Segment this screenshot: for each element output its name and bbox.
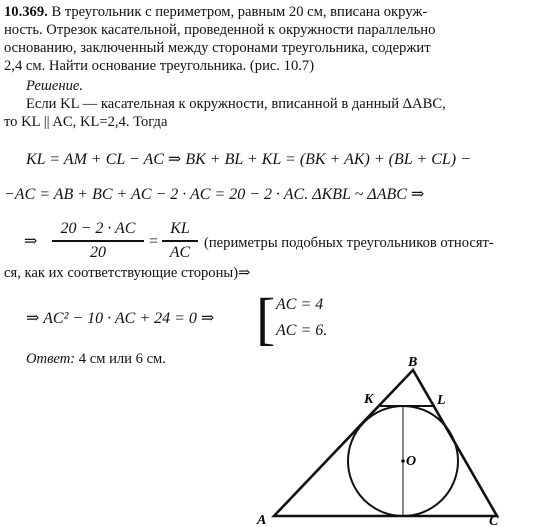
root-1: AC = 4 <box>276 296 324 313</box>
problem-text-1: В треугольник с периметром, равным 20 см, вписана окруж- <box>51 4 428 20</box>
equation-2: −AC = AB + BC + AC − 2 · AC = 20 − 2 · AC. ΔKBL ~ ΔABC ⇒ <box>4 186 425 203</box>
implies-arrow: ⇒ <box>24 233 38 250</box>
label-b: B <box>408 355 418 370</box>
label-l: L <box>437 393 446 408</box>
problem-line-2: ность. Отрезок касательной, проведенной к окружности параллельно <box>4 22 436 38</box>
label-k: K <box>364 392 374 407</box>
fraction-left-denominator: 20 <box>90 243 106 261</box>
triangle-abc <box>274 370 497 516</box>
label-o: O <box>406 454 417 469</box>
label-a: A <box>257 513 267 527</box>
fraction-equals: = <box>148 233 159 250</box>
root-2: AC = 6. <box>276 322 328 339</box>
equation-4-text: ся, как их соответствующие стороны)⇒ <box>4 265 251 281</box>
fraction-right-numerator: KL <box>170 220 190 237</box>
problem-line-3: основанию, заключенный между сторонами треугольника, содержит <box>4 40 431 56</box>
fraction-right-denominator: AC <box>169 243 191 261</box>
problem-number: 10.369. <box>4 4 48 20</box>
fraction-left-numerator: 20 − 2 · AC <box>60 220 136 237</box>
answer-label: Ответ: <box>26 351 76 367</box>
label-c: C <box>489 514 499 527</box>
equation-1: KL = AM + CL − AC ⇒ BK + BL + KL = (BK + AK) + (BL + CL) − <box>26 151 471 168</box>
solution-line-2: то KL || AC, KL=2,4. Тогда <box>4 114 168 130</box>
solution-line-1: Если KL — касательная к окружности, вписанной в данный ΔABC, <box>26 96 446 112</box>
equation-3-text: (периметры подобных треугольников относят- <box>204 235 494 251</box>
answer-text: 4 см или 6 см. <box>78 351 166 367</box>
equation-5: ⇒ AC² − 10 · AC + 24 = 0 ⇒ <box>26 310 215 327</box>
center-point <box>401 459 405 463</box>
system-brace: [ <box>256 286 276 351</box>
solution-heading: Решение. <box>26 78 84 94</box>
problem-line-4: 2,4 см. Найти основание треугольника. (рис. 10.7) <box>4 58 315 74</box>
